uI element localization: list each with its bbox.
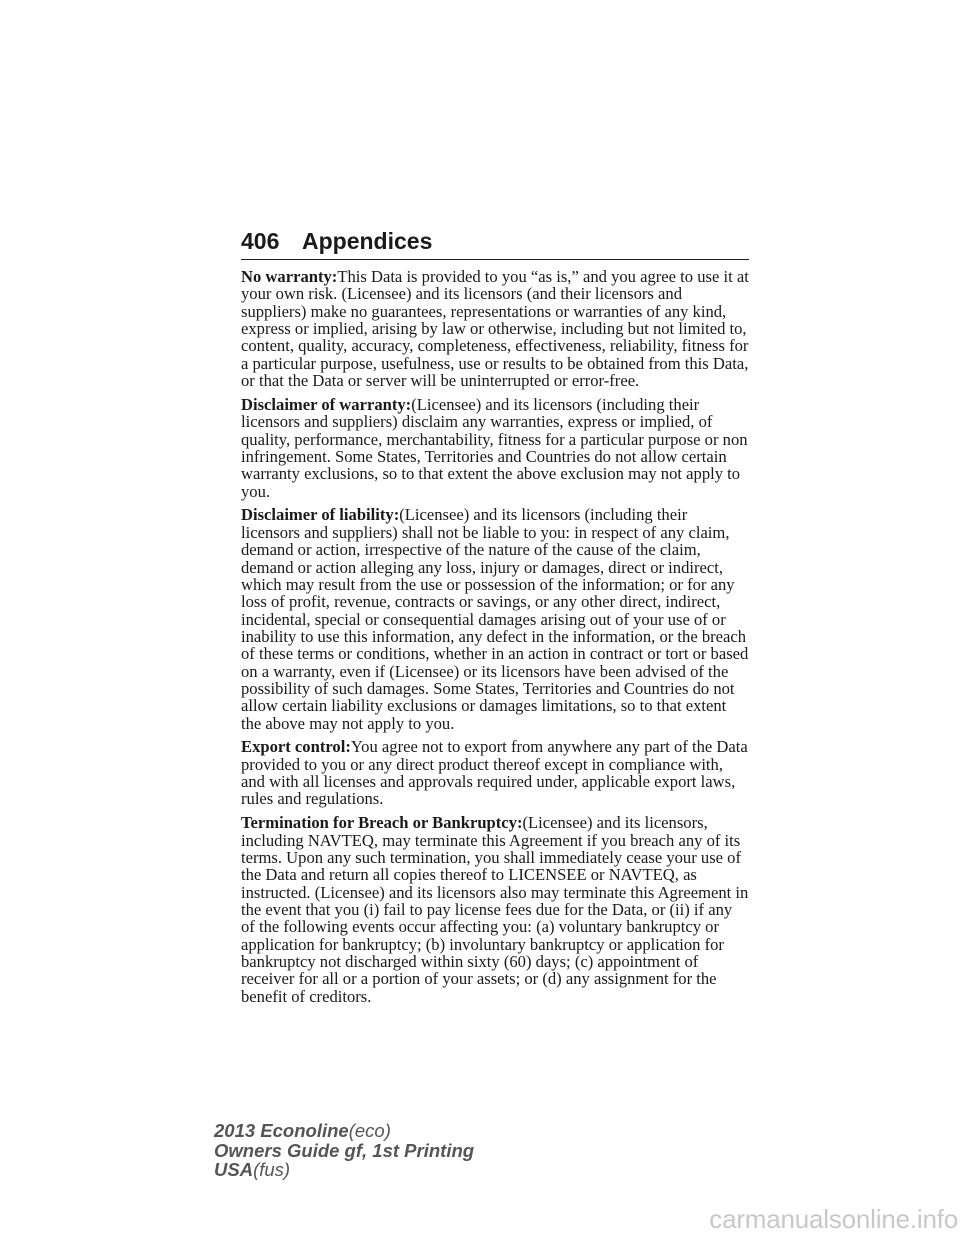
footer-model-code: (eco) <box>348 1120 391 1141</box>
paragraph-text: This Data is provided to you “as is,” and you agree to use it at your own risk. (Licensee) and its licensors (and their licensors and suppliers) make no guarantees, representations or warranties of any kind, express or implied, arising by law or otherwise, including but not limited to, content, quality, accuracy, completeness, effectiveness, reliability, fitness for a particular purpose, usefulness, use or results to be obtained from this Data, or that the Data or server will be uninterrupted or error-free. <box>241 267 749 391</box>
footer-line-guide <box>214 1141 474 1161</box>
footer-model-name: 2013 Econoline <box>214 1120 349 1141</box>
footer-guide-name: Owners Guide gf, 1st Printing <box>214 1139 475 1161</box>
section-title: Appendices <box>302 228 433 254</box>
paragraph-text: (Licensee) and its licensors (including their licensors and suppliers) shall not be liable to you: in respect of any claim, demand or action, irrespective of the nature of the cause of the claim, demand or action alleging any loss, injury or damages, direct or indirect, which may result from the use or possession of the information; or for any loss of profit, revenue, contracts or savings, or any other direct, indirect, incidental, special or consequential damages arising out of your use of or inability to use this information, any defect in the information, or the breach of these terms or conditions, whether in an action in contract or tort or based on a warranty, even if (Licensee) or its licensors have been advised of the possibility of such damages. Some States, Territories and Countries do not allow certain liability exclusions or damages limitations, so to that extent the above may not apply to you. <box>241 505 749 733</box>
paragraph-text: (Licensee) and its licensors (including their licensors and suppliers) disclaim any warranties, express or implied, of quality, performance, merchantability, fitness for a particular purpose or non infringement. Some States, Territories and Countries do not allow certain warranty exclusions, so to that extent the above exclusion may not apply to you. <box>241 394 748 501</box>
paragraph-no-warranty <box>241 268 749 389</box>
paragraph-term: Disclaimer of warranty: <box>241 394 412 414</box>
page-header <box>241 226 749 260</box>
watermark: carmanualsonline.info <box>709 1204 958 1234</box>
paragraph-term: Termination for Breach or Bankruptcy: <box>241 813 523 833</box>
page-footer <box>214 1121 474 1180</box>
footer-line-market <box>214 1160 474 1180</box>
paragraph-term: Export control: <box>241 737 351 757</box>
paragraph-termination <box>241 814 749 1005</box>
body-text <box>241 268 749 1012</box>
paragraph-disclaimer-of-warranty <box>241 396 749 500</box>
footer-line-model <box>214 1121 474 1141</box>
paragraph-export-control <box>241 738 749 807</box>
page-number: 406 <box>241 228 280 254</box>
paragraph-term: Disclaimer of liability: <box>241 505 400 525</box>
footer-market-name: USA <box>214 1159 254 1180</box>
paragraph-text: (Licensee) and its licensors, including NAVTEQ, may terminate this Agreement if you breach any of its terms. Upon any such termination, you shall immediately cease your use of the Data and return all copies thereof to LICENSEE or NAVTEQ, as instructed. (Licensee) and its licensors also may terminate this Agreement in the event that you (i) fail to pay license fees due for the Data, or (ii) if any of the following events occur affecting you: (a) voluntary bankruptcy or application for bankruptcy; (b) involuntary bankruptcy or application for bankruptcy not discharged within sixty (60) days; (c) appointment of receiver for all or a portion of your assets; or (d) any assignment for the benefit of creditors. <box>241 813 749 1006</box>
header-divider <box>241 259 749 260</box>
paragraph-term: No warranty: <box>241 267 338 286</box>
footer-market-code: (fus) <box>253 1159 291 1180</box>
paragraph-text: You agree not to export from anywhere any part of the Data provided to you or any direct product thereof except in compliance with, and with all licenses and approvals required under, applicable export laws, rules and regulations. <box>241 737 748 809</box>
paragraph-disclaimer-of-liability <box>241 506 749 731</box>
